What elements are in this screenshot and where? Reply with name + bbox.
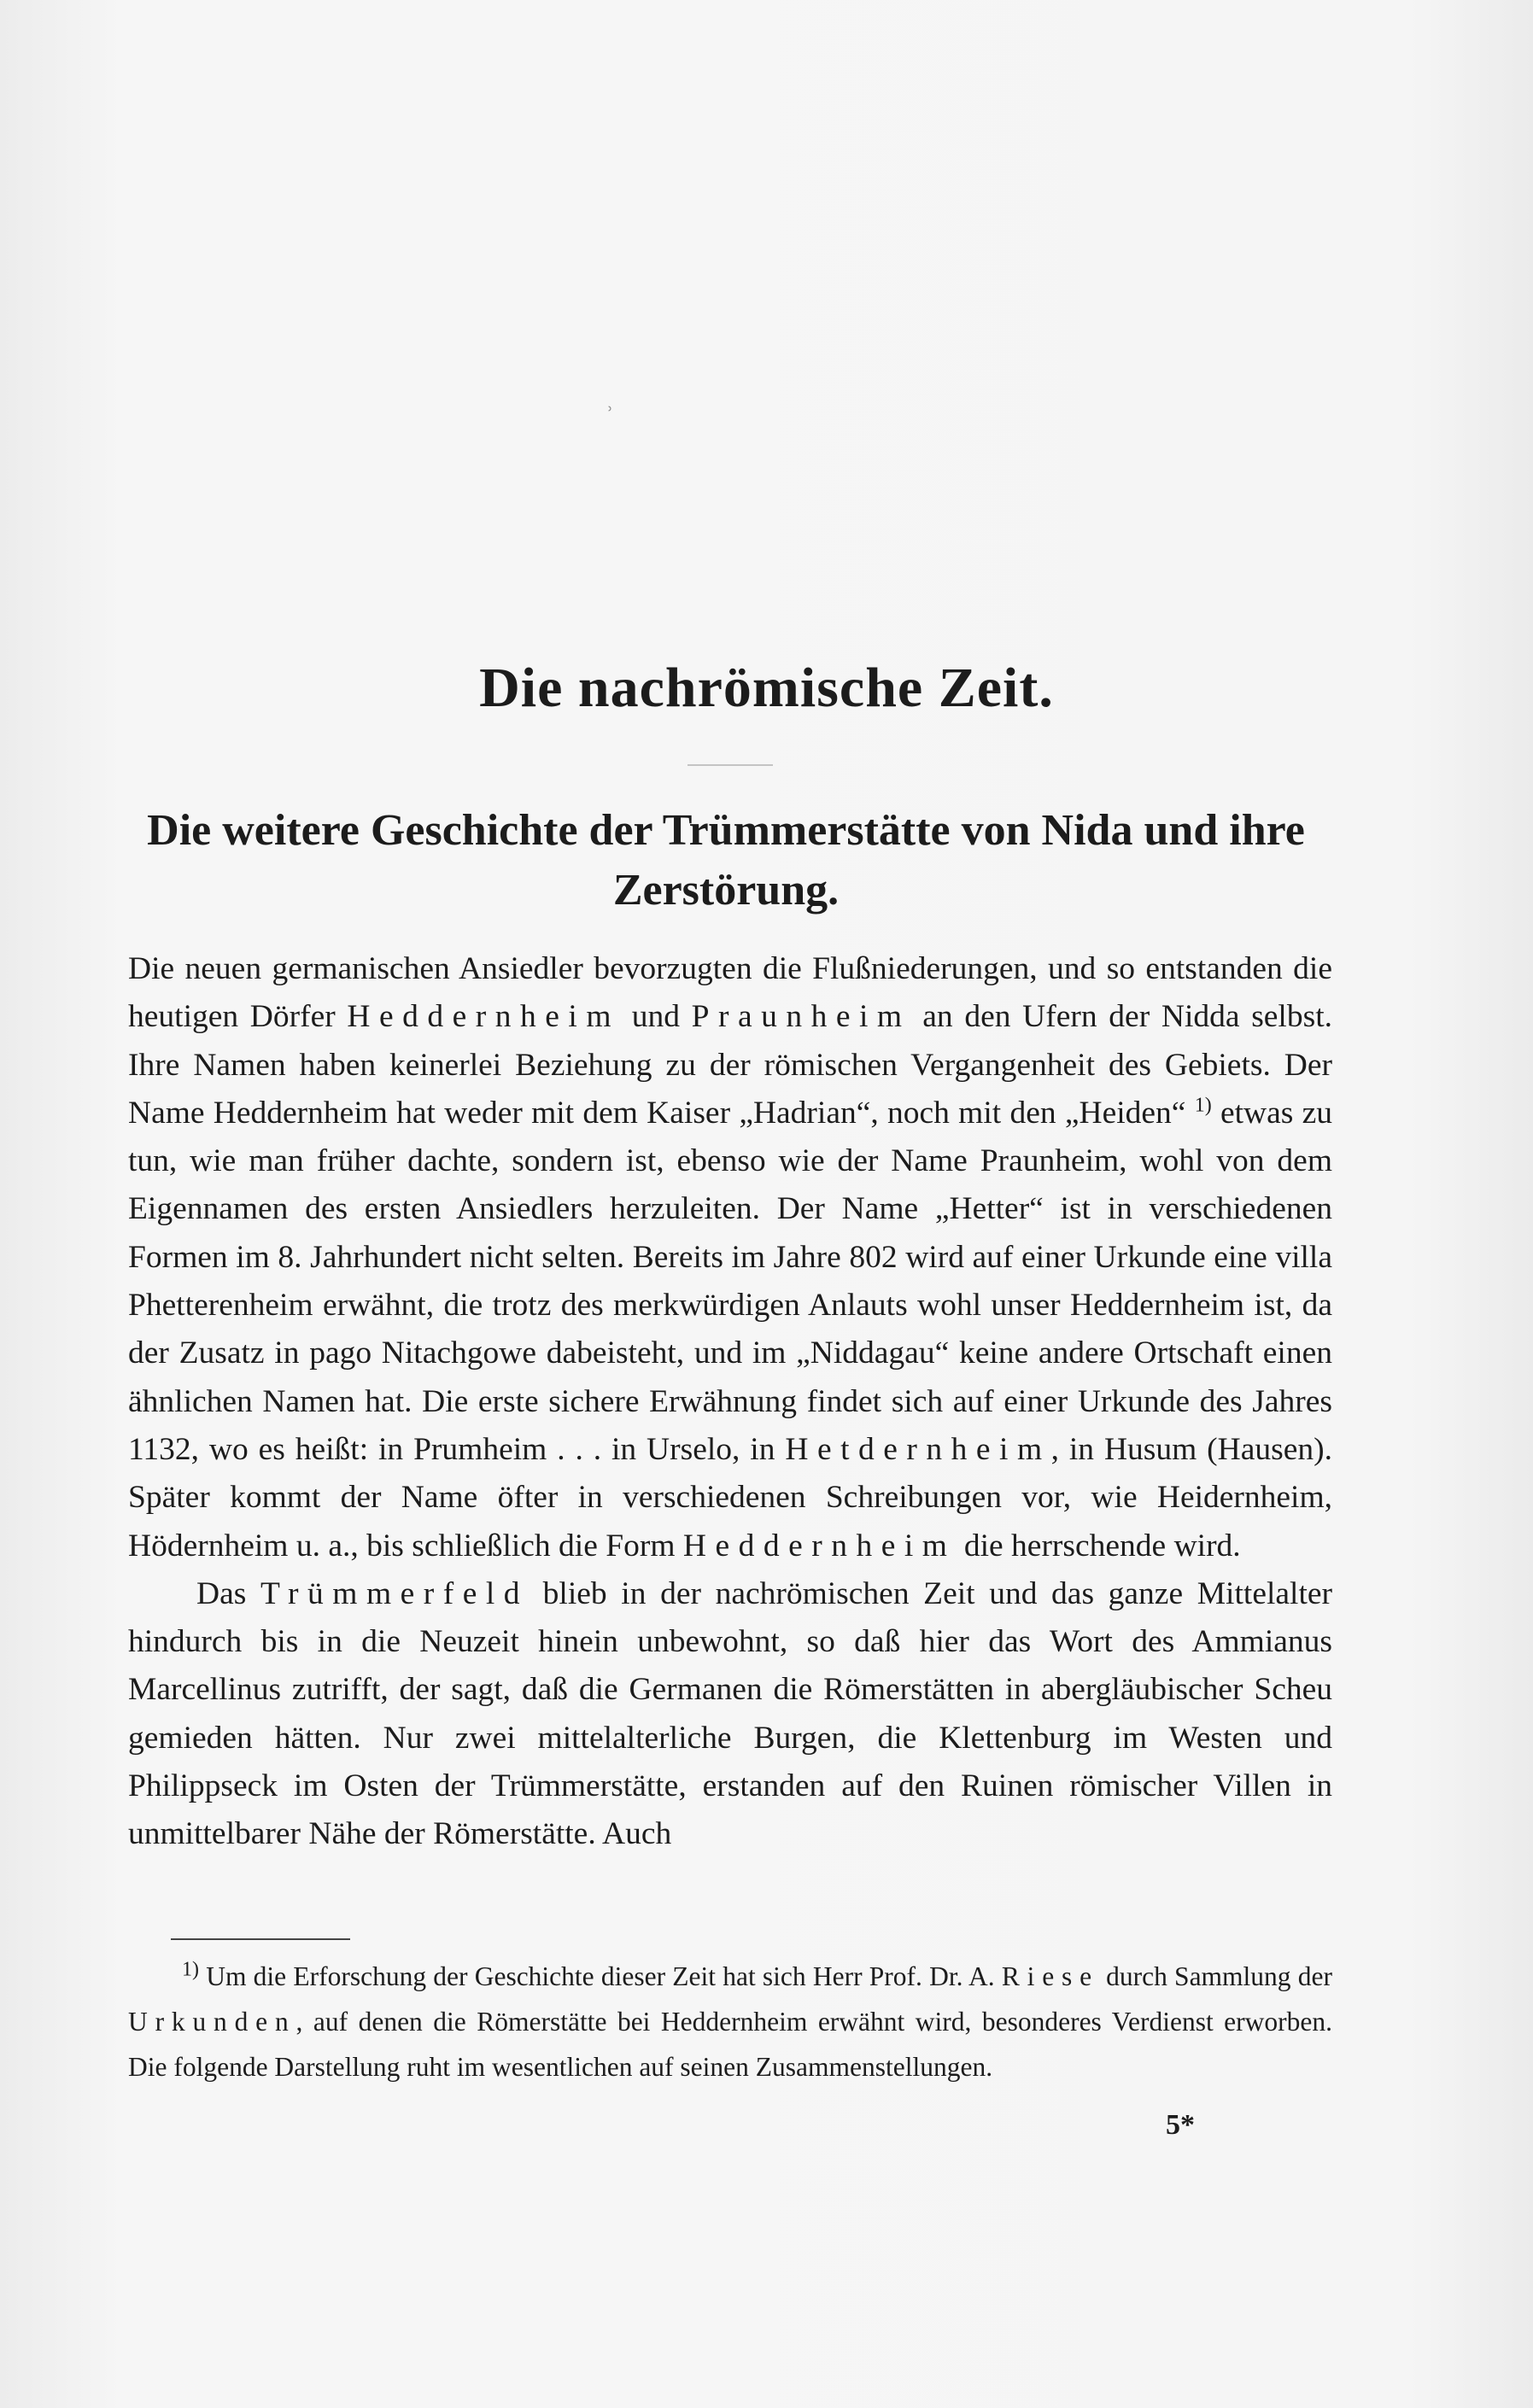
body-text	[128, 945, 1332, 1859]
paragraph-2-text-2: blieb in der nachrömischen Zeit und das ganze Mittelalter hindurch bis in die Neuzeit hinein unbewohnt, so daß hier das Wort des Ammianus Marcellinus zutrifft, der sagt, daß die Germanen die Römerstätten in abergläubischer Scheu gemieden hätten. Nur zwei mittelalterliche Burgen, die Klettenburg im Westen und Philippseck im Osten der Trümmerstätte, erstanden auf den Ruinen römischer Villen in unmittelbarer Nähe der Römerstätte. Auch	[128, 1575, 1332, 1852]
stray-mark: ʾ	[606, 402, 614, 430]
paragraph-1-text-1: Die neuen germanischen Ansiedler bevorzugten die Flußniederungen, und so entstanden die heutigen Dörfer	[128, 951, 1332, 1035]
footnote-reference: 1)	[1194, 1094, 1212, 1117]
footnote-text-1: Um die Erforschung der Geschichte dieser Zeit hat sich Herr Prof. Dr. A.	[199, 1961, 1002, 1991]
signature-mark: 5*	[1166, 2109, 1195, 2141]
spaced-name-heddernheim-form: Heddernheim	[682, 1528, 957, 1563]
spaced-name-praunheim: Praunheim	[691, 999, 911, 1035]
spaced-word-urkunden: Urkunden	[128, 2007, 296, 2037]
footnote-divider	[171, 1938, 350, 1940]
paragraph-2	[128, 1570, 1332, 1859]
title-divider	[688, 764, 773, 766]
paragraph-1-text-5: , in Husum (Hausen). Später kommt der Name öfter in verschiedenen Schreibungen vor, wie Heidernheim, Hödernheim u. a., bis schließlich die Form	[128, 1431, 1332, 1563]
spaced-name-hetdernheim: Hetdernheim	[785, 1431, 1051, 1467]
paragraph-1-text-6: die herrschende wird.	[956, 1528, 1241, 1563]
footnote-text-3: , auf denen die Römerstätte bei Heddernheim erwähnt wird, besonderes Verdienst erworben. Die folgende Darstellung ruht im wesentlichen auf seinen Zusammenstellungen.	[128, 2007, 1332, 2082]
spaced-name-riese: Riese	[1001, 1961, 1099, 1991]
paragraph-1-text-4: etwas zu tun, wie man früher dachte, sondern ist, ebenso wie der Name Praunheim, wohl von dem Eigennamen des ersten Ansiedlers herzuleiten. Der Name „Hetter“ ist in verschiedenen Formen im 8. Jahrhundert nicht selten. Bereits im Jahre 802 wird auf einer Urkunde eine villa Phetterenheim erwähnt, die trotz des merkwürdigen Anlauts wohl unser Heddernheim ist, da der Zusatz in pago Nitachgowe dabeisteht, und im „Niddagau“ keine andere Ortschaft einen ähnlichen Namen hat. Die erste sichere Erwähnung findet sich auf einer Urkunde des Jahres 1132, wo es heißt: in Prumheim . . . in Urselo, in	[128, 1095, 1333, 1467]
page-title: Die nachrömische Zeit.	[479, 657, 1054, 719]
paragraph-2-text-1: Das	[196, 1575, 260, 1611]
footnote	[128, 1954, 1332, 2089]
footnote-number: 1)	[182, 1958, 199, 1981]
footnote-text-2: durch Sammlung der	[1098, 1961, 1332, 1991]
paragraph-1-text-3: an den Ufern der Nidda selbst. Ihre Namen haben keinerlei Beziehung zu der römischen Vergangenheit des Gebiets. Der Name Heddernheim hat weder mit dem Kaiser „Hadrian“, noch mit den „Heiden“	[128, 999, 1332, 1131]
section-heading: Die weitere Geschichte der Trümmerstätte von Nida und ihre Zerstörung.	[147, 806, 1305, 915]
spaced-name-heddernheim: Heddernheim	[347, 999, 621, 1035]
paragraph-1-text-2: und	[620, 999, 692, 1035]
spaced-word-truemmerfeld: Trümmerfeld	[260, 1575, 530, 1611]
paragraph-1	[128, 945, 1332, 1570]
